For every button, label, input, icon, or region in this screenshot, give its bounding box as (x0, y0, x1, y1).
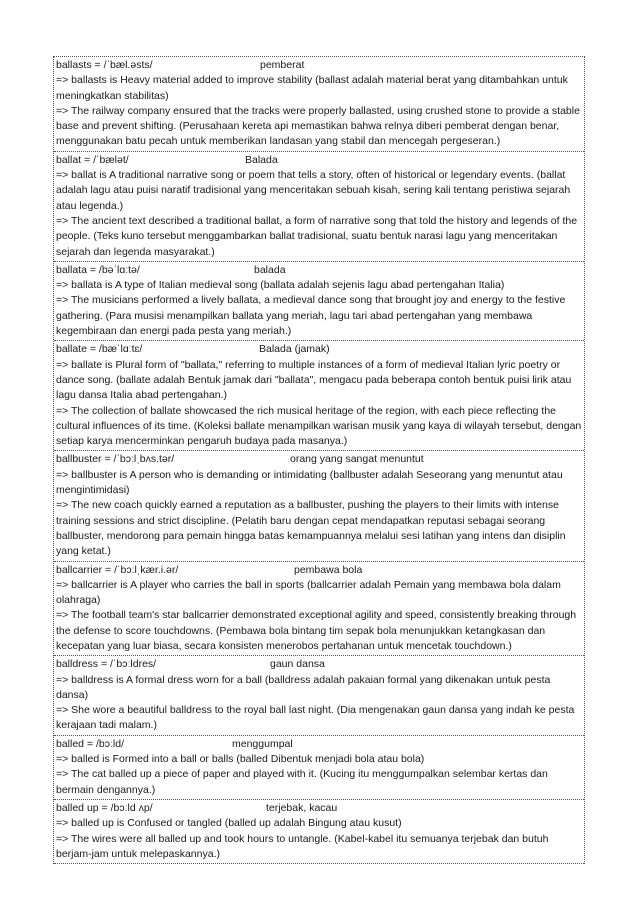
entry-example: => The cat balled up a piece of paper and played with it. (Kucing itu menggumpalkan selembar kertas dan bermain dengannya.) (56, 768, 548, 796)
entry-heading (56, 801, 583, 816)
entry-example: => The football team's star ballcarrier demonstrated exceptional agility and speed, consistently breaking through the defense to score touchdowns. (Pembawa bola bintang tim sepak bola menunjukkan ketangkasan dan kecepatan yang luar biasa, secara konsisten menerobos pertahanan untuk mencetak touchdown.) (56, 609, 577, 652)
entry-definition: => balled is Formed into a ball or balls (balled Dibentuk menjadi bola atau bola) (56, 753, 425, 766)
entry-translation: orang yang sangat menuntut (290, 453, 424, 466)
entry-translation: balada (254, 263, 286, 276)
entry-heading (56, 342, 583, 357)
vocabulary-entry (54, 152, 584, 262)
entry-translation: Balada (245, 153, 278, 166)
entry-heading (56, 737, 583, 752)
entry-definition: => ballcarrier is A player who carries the ball in sports (ballcarrier adalah Pemain yang membawa bola dalam olahraga) (56, 578, 561, 607)
vocabulary-list (53, 56, 585, 864)
entry-definition: => ballasts is Heavy material added to improve stability (ballast adalah material berat yang ditambahkan untuk meningkatkan stabilitas) (56, 74, 568, 102)
entry-heading (56, 657, 583, 672)
entry-term: balled = /bɔːld/ (56, 737, 125, 750)
entry-example: => The ancient text described a traditional ballat, a form of narrative song that told the history and legends of the people. (Teks kuno tersebut menggambarkan ballat tradisional, suatu bentuk narasi lagu yang menceritakan sejarah dan legenda masyarakat.) (56, 214, 578, 258)
vocabulary-entry (54, 57, 584, 152)
entry-term: ballate = /bæˈlɑːtɛ/ (56, 343, 143, 356)
entry-definition: => balled up is Confused or tangled (balled up adalah Bingung atau kusut) (56, 817, 402, 830)
entry-definition: => ballbuster is A person who is demanding or intimidating (ballbuster adalah Seseorang yang menuntut atau mengintimidasi) (56, 468, 563, 497)
vocabulary-entry (54, 562, 584, 657)
entry-heading (56, 452, 583, 467)
entry-heading (56, 263, 583, 278)
vocabulary-entry (54, 736, 584, 800)
entry-heading (56, 58, 583, 73)
entry-term: ballasts = /ˈbæl.əsts/ (56, 59, 153, 71)
vocabulary-entry (54, 656, 584, 735)
vocabulary-entry (54, 262, 584, 341)
entry-example: => She wore a beautiful balldress to the royal ball last night. (Dia mengenakan gaun dansa yang indah ke pesta kerajaan tadi malam.) (56, 704, 575, 732)
entry-definition: => balldress is A formal dress worn for a ball (balldress adalah pakaian formal yang dikenakan untuk pesta dansa) (56, 673, 551, 701)
vocabulary-entry (54, 451, 584, 561)
entry-term: ballcarrier = /ˈbɔːlˌkær.i.ər/ (56, 563, 179, 576)
entry-translation: pembawa bola (294, 563, 363, 576)
entry-heading (56, 563, 583, 578)
entry-term: ballat = /ˈbælət/ (56, 153, 129, 166)
entry-example: => The wires were all balled up and took hours to untangle. (Kabel-kabel itu semuanya terjebak dan butuh berjam-jam untuk melepaskannya.) (56, 832, 549, 860)
vocabulary-entry (54, 800, 584, 864)
entry-definition: => ballata is A type of Italian medieval song (ballata adalah sejenis lagu abad pertengahan Italia) (56, 279, 505, 292)
entry-translation: pemberat (260, 59, 305, 71)
entry-term: balled up = /bɔːld ʌp/ (56, 801, 153, 814)
entry-term: balldress = /ˈbɔːldres/ (56, 658, 157, 671)
entry-definition: => ballat is A traditional narrative song or poem that tells a story, often of historical or legendary events. (ballat adalah lagu atau puisi naratif tradisional yang menceritakan sebuah kisah, sering kali tentang peristiwa sejarah atau legenda.) (56, 169, 571, 212)
vocabulary-entry (54, 341, 584, 451)
entry-example: => The new coach quickly earned a reputation as a ballbuster, pushing the players to their limits with intense training sessions and strict discipline. (Pelatih baru dengan cepat mendapatkan reputasi sebagai seorang ballbuster, mendorong para pemain hingga batas kemampuannya melalui sesi latihan yang intens dan disiplin yang ketat.) (56, 499, 566, 558)
entry-translation: menggumpal (232, 737, 293, 750)
entry-term: ballata = /bəˈlɑːtə/ (56, 263, 140, 276)
entry-translation: Balada (jamak) (259, 343, 330, 356)
entry-example: => The musicians performed a lively ballata, a medieval dance song that brought joy and energy to the festive gathering. (Para musisi menampilkan ballata yang meriah, lagu tari abad pertengahan yang membawa kegembiraan dan energi pada pesta yang meriah.) (56, 294, 566, 338)
entry-example: => The collection of ballate showcased the rich musical heritage of the region, with each piece reflecting the cultural influences of its time. (Koleksi ballate menampilkan warisan musik yang kaya di wilayah tersebut, dengan setiap karya mencerminkan pengaruh budaya pada masanya.) (56, 404, 582, 448)
entry-term: ballbuster = /ˈbɔːlˌbʌs.tər/ (56, 453, 175, 466)
entry-definition: => ballate is Plural form of "ballata," referring to multiple instances of a form of medieval Italian lyric poetry or dance song. (ballate adalah Bentuk jamak dari "ballata", mengacu pada beberapa contoh bentuk puisi lirik atau lagu dansa Italia abad pertengahan.) (56, 358, 572, 402)
entry-translation: gaun dansa (270, 658, 325, 671)
entry-example: => The railway company ensured that the tracks were properly ballasted, using crushed stone to provide a stable base and prevent shifting. (Perusahaan kereta api memastikan bahwa relnya diberi pemberat dengan benar, menggunakan batu pecah untuk memberikan landasan yang stabil dan mencegah pergeseran.) (56, 104, 580, 148)
entry-heading (56, 153, 583, 168)
entry-translation: terjebak, kacau (266, 801, 338, 814)
